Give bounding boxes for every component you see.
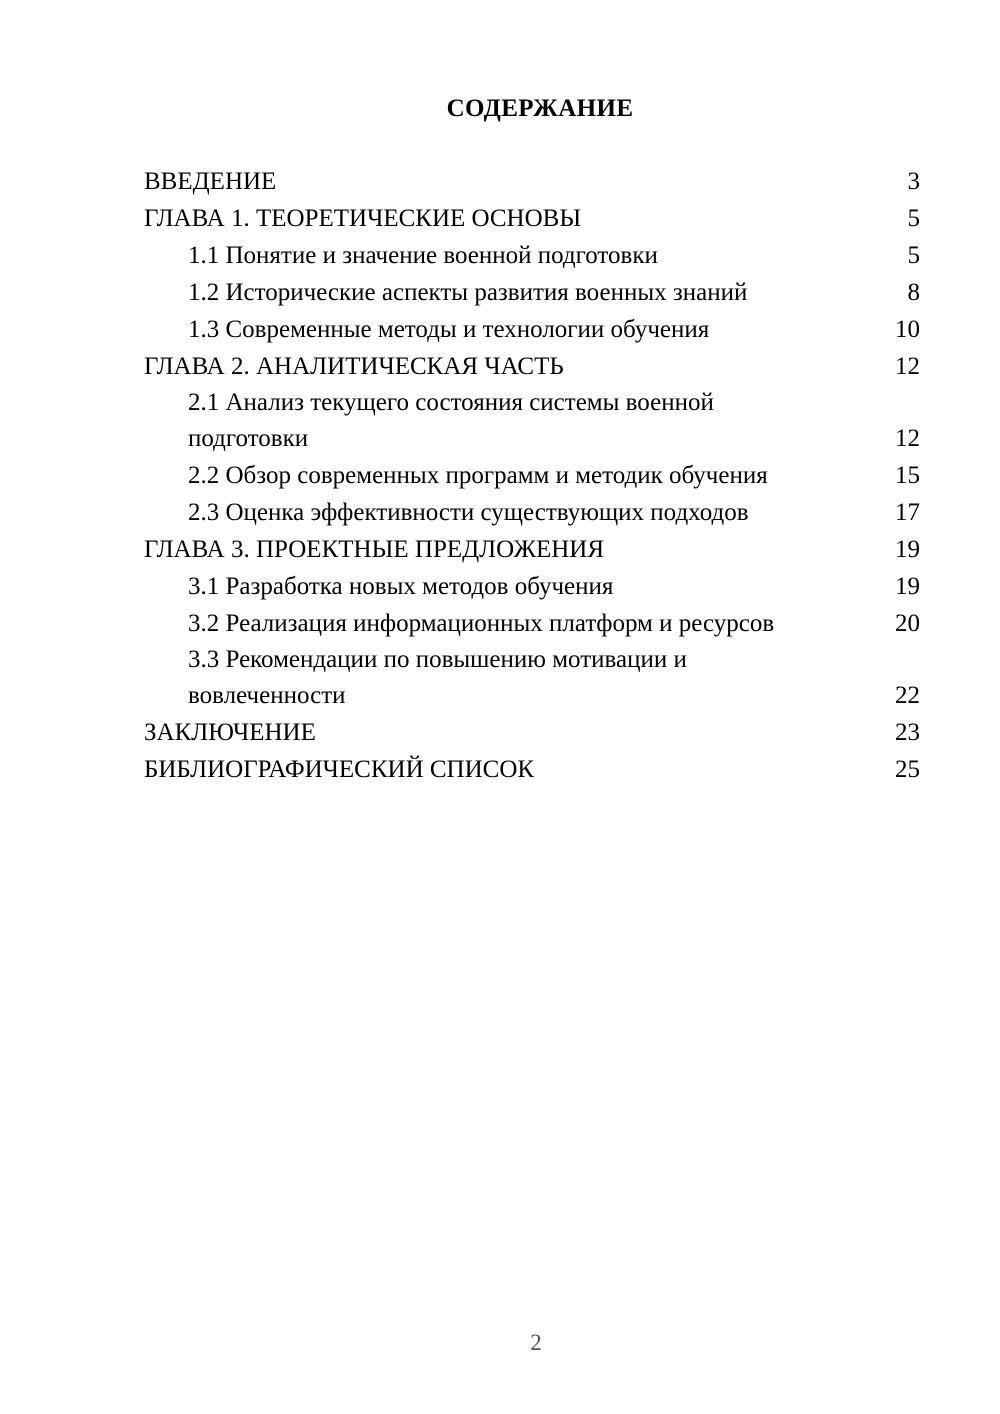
toc-entry[interactable] — [144, 494, 920, 531]
toc-entry-page-number: 25 — [895, 756, 920, 783]
toc-entry-label: 2.2 Обзор современных программ и методик обучения — [188, 462, 768, 489]
toc-entry[interactable] — [144, 605, 920, 642]
toc-entry[interactable] — [144, 385, 920, 457]
toc-entry[interactable] — [144, 163, 920, 200]
toc-entry-label: 2.3 Оценка эффективности существующих подходов — [188, 499, 749, 526]
toc-entry[interactable] — [144, 531, 920, 568]
toc-entry-label: 1.2 Исторические аспекты развития военных знаний — [188, 279, 748, 306]
toc-entry-label: 2.1 Анализ текущего состояния системы военной подготовки — [188, 389, 721, 452]
toc-entry-page-number: 15 — [895, 462, 920, 489]
toc-entry-label: 3.2 Реализация информационных платформ и ресурсов — [188, 610, 775, 637]
toc-entry-page-number: 19 — [895, 536, 920, 563]
footer-page-number: 2 — [530, 1330, 542, 1355]
toc-entry[interactable] — [144, 348, 920, 385]
toc-entry[interactable] — [144, 200, 920, 237]
toc-entry-label: 1.1 Понятие и значение военной подготовки — [188, 242, 658, 269]
toc-entry[interactable] — [144, 714, 920, 751]
toc-entry-label: ВВЕДЕНИЕ — [144, 168, 277, 195]
toc-entry-page-number: 17 — [895, 499, 920, 526]
toc-entry-label: БИБЛИОГРАФИЧЕСКИЙ СПИСОК — [144, 756, 535, 783]
toc-entry-label: ГЛАВА 3. ПРОЕКТНЫЕ ПРЕДЛОЖЕНИЯ — [144, 536, 605, 563]
toc-entry-label: ГЛАВА 1. ТЕОРЕТИЧЕСКИЕ ОСНОВЫ — [144, 205, 582, 232]
toc-entry-label: ГЛАВА 2. АНАЛИТИЧЕСКАЯ ЧАСТЬ — [144, 353, 564, 380]
toc-entry[interactable] — [144, 457, 920, 494]
toc-entry-page-number: 20 — [895, 610, 920, 637]
toc-entry-page-number: 12 — [895, 353, 920, 380]
toc-entry-label: ЗАКЛЮЧЕНИЕ — [144, 719, 316, 746]
toc-entry[interactable] — [144, 642, 920, 714]
toc-entry-page-number: 10 — [895, 316, 920, 343]
toc-entry[interactable] — [144, 237, 920, 274]
toc-entry-page-number: 23 — [895, 719, 920, 746]
toc-entry-page-number: 19 — [895, 573, 920, 600]
toc-entry[interactable] — [144, 751, 920, 788]
toc-entry[interactable] — [144, 274, 920, 311]
toc-entry[interactable] — [144, 568, 920, 605]
toc-entry-page-number: 3 — [907, 168, 920, 195]
toc-entry-label: 3.1 Разработка новых методов обучения — [188, 573, 614, 600]
toc-entry-page-number: 5 — [907, 205, 920, 232]
toc-entry-page-number: 5 — [907, 242, 920, 269]
toc-entry[interactable] — [144, 311, 920, 348]
toc-entry-page-number: 8 — [907, 279, 920, 306]
toc-entry-page-number: 12 — [895, 425, 920, 452]
toc-entry-label: 1.3 Современные методы и технологии обучения — [188, 316, 710, 343]
toc-entry-label: 3.3 Рекомендации по повышению мотивации и вовлеченности — [188, 646, 694, 709]
page-title: СОДЕРЖАНИЕ — [446, 95, 634, 122]
toc-entry-page-number: 22 — [895, 682, 920, 709]
table-of-contents — [144, 163, 920, 788]
